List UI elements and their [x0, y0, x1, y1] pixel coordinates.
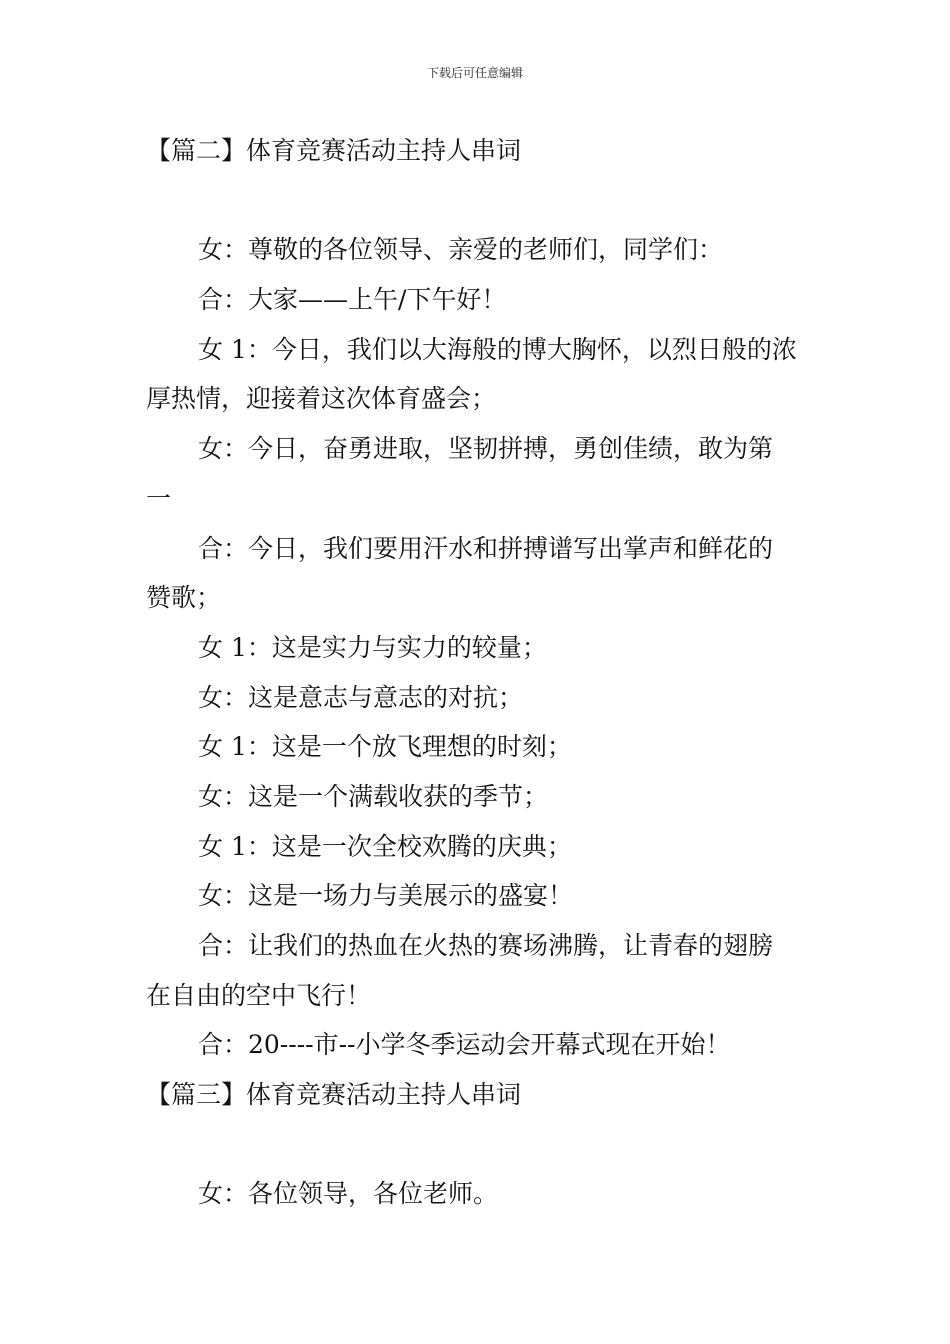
- paragraph-line: 女 1：这是实力与实力的较量；: [198, 632, 547, 662]
- paragraph-continuation: 厚热情，迎接着这次体育盛会；: [146, 384, 497, 414]
- paragraph-line: 女：这是意志与意志的对抗；: [198, 682, 524, 712]
- paragraph-line: 合：大家——上午/下午好！: [198, 285, 507, 315]
- paragraph-line: 合：今日，我们要用汗水和拼搏谱写出掌声和鲜花的: [198, 533, 774, 563]
- section-heading: 【篇三】体育竞赛活动主持人串词: [146, 1080, 522, 1110]
- paragraph-continuation: 在自由的空中飞行！: [146, 980, 372, 1010]
- paragraph-line: 女 1：这是一次全校欢腾的庆典；: [198, 831, 572, 861]
- blank-line: [146, 176, 806, 226]
- paragraph-line: 女：这是一个满载收获的季节；: [198, 781, 549, 811]
- paragraph-line: 女：尊敬的各位领导、亲爱的老师们，同学们：: [198, 235, 724, 265]
- paragraph-continuation: 一: [146, 483, 172, 513]
- header-note: 下载后可任意编辑: [426, 66, 523, 80]
- paragraph-line: 女：这是一场力与美展示的盛宴！: [198, 881, 574, 911]
- paragraph-line: 合：20----市--小学冬季运动会开幕式现在开始！: [198, 1030, 731, 1060]
- paragraph-line: 女 1：这是一个放飞理想的时刻；: [198, 732, 572, 762]
- paragraph-line: 合：让我们的热血在火热的赛场沸腾，让青春的翅膀: [198, 931, 774, 960]
- paragraph-line: 女：各位领导，各位老师。: [198, 1179, 499, 1209]
- blank-line: [146, 1120, 806, 1170]
- paragraph-continuation: 赞歌；: [146, 583, 222, 613]
- paragraph-line: 女 1：今日，我们以大海般的博大胸怀，以烈日般的浓: [198, 334, 797, 364]
- paragraph-line: 女：今日，奋勇进取，坚韧拼搏，勇创佳绩，敢为第: [198, 434, 774, 464]
- document-body: [146, 126, 806, 1219]
- section-heading: 【篇二】体育竞赛活动主持人串词: [146, 136, 522, 165]
